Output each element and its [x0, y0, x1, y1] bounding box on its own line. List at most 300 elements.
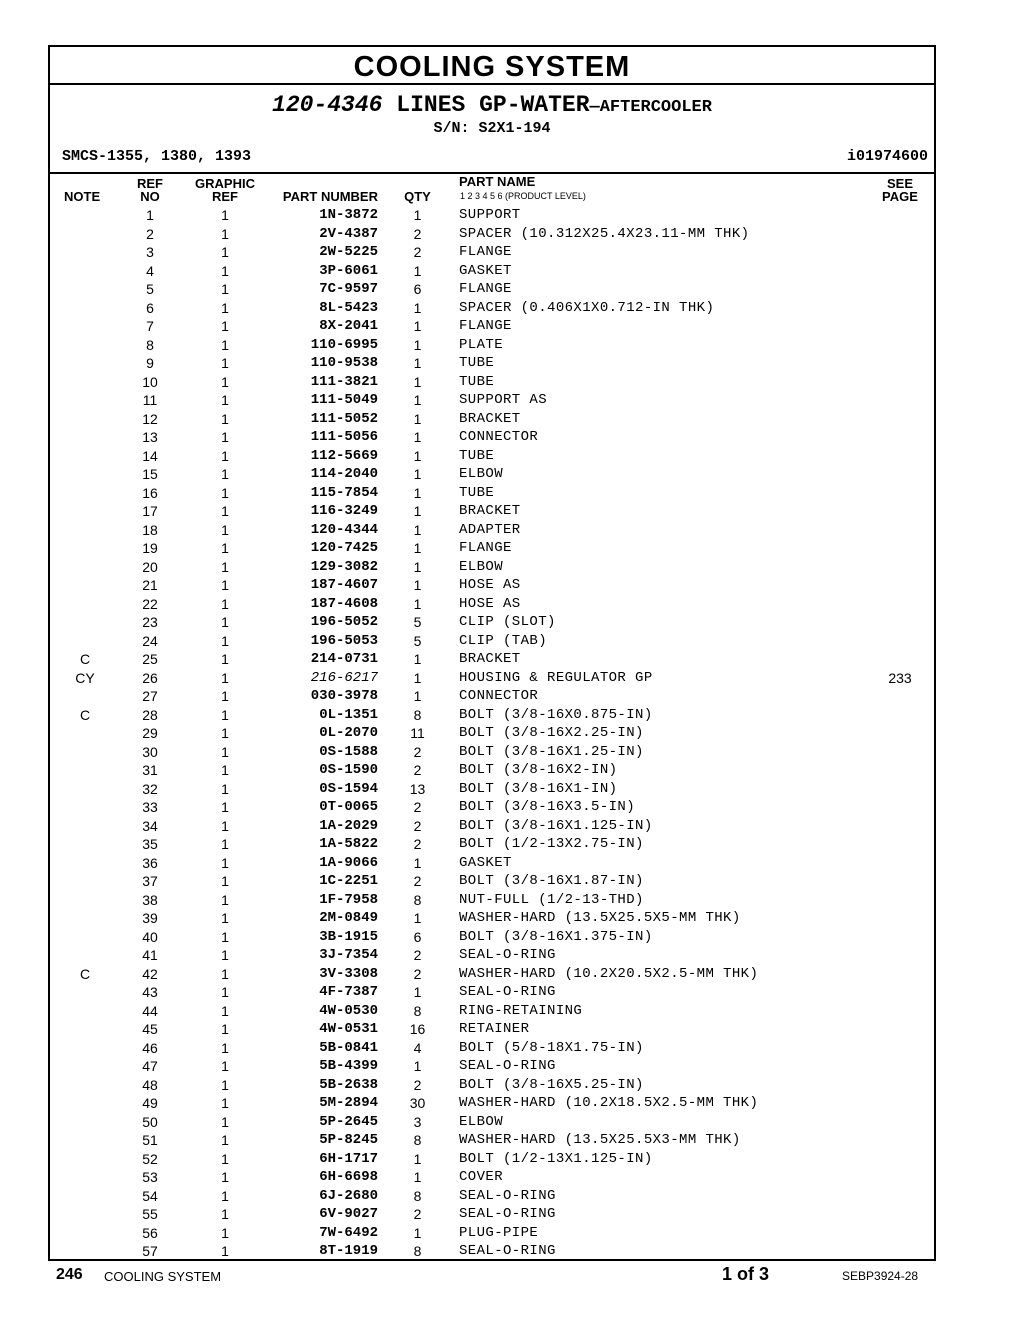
part-number-cell: 7W-6492	[319, 1224, 378, 1241]
part-name-cell: GASKET	[459, 854, 512, 871]
smcs-codes: SMCS-1355, 1380, 1393	[62, 148, 252, 165]
graphic-ref-cell: 1	[221, 947, 229, 963]
qty-cell: 5	[413, 614, 422, 630]
graphic-ref-cell: 1	[221, 799, 229, 815]
graphic-ref-cell: 1	[221, 1206, 229, 1222]
serial-number: S/N: S2X1-194	[433, 120, 551, 137]
part-name-cell: WASHER-HARD (13.5X25.5X3-MM THK)	[459, 1132, 741, 1148]
table-row	[50, 484, 934, 503]
graphic-ref-cell: 1	[221, 355, 229, 371]
table-row	[50, 225, 934, 244]
table-row	[50, 706, 934, 725]
part-number-cell: 6H-1717	[319, 1150, 378, 1167]
table-row	[50, 909, 934, 928]
part-number-cell: 4F-7387	[319, 984, 378, 1000]
graphic-ref-cell: 1	[221, 521, 229, 538]
parts-list-frame	[48, 45, 936, 1261]
qty-cell: 1	[413, 577, 422, 593]
ref-cell: 27	[142, 688, 158, 704]
graphic-ref-cell: 1	[221, 392, 229, 408]
part-name-cell: ELBOW	[459, 1113, 504, 1130]
part-name-cell: BOLT (3/8-16X1.125-IN)	[459, 817, 653, 834]
ref-cell: 13	[142, 429, 158, 445]
graphic-ref-cell: 1	[221, 429, 229, 445]
part-name-cell: SEAL-O-RING	[459, 1243, 556, 1259]
ref-cell: 49	[142, 1095, 158, 1111]
part-name-cell: SEAL-O-RING	[459, 1058, 556, 1074]
part-name-cell: BOLT (3/8-16X0.875-IN)	[459, 706, 653, 723]
table-row	[50, 521, 934, 540]
table-row	[50, 1076, 934, 1095]
page-number: 246	[56, 1266, 83, 1283]
part-name-cell: BOLT (1/2-13X1.125-IN)	[459, 1150, 653, 1167]
qty-cell: 1	[413, 299, 422, 316]
part-number-cell: 2M-0849	[319, 910, 378, 926]
col-ref-header-top: REF	[137, 176, 163, 191]
group-name: LINES GP-WATER	[396, 92, 590, 118]
table-row	[50, 724, 934, 743]
ref-cell: 6	[146, 299, 154, 316]
ref-cell: 48	[142, 1076, 158, 1093]
part-name-cell: ELBOW	[459, 558, 504, 575]
graphic-ref-cell: 1	[221, 984, 229, 1000]
graphic-ref-cell: 1	[221, 873, 229, 889]
ref-cell: 24	[142, 632, 158, 649]
part-number-cell: 2W-5225	[319, 244, 378, 260]
part-number-cell: 1F-7958	[319, 891, 378, 908]
part-name-cell: ADAPTER	[459, 521, 521, 538]
graphic-ref-cell: 1	[221, 410, 229, 427]
table-row	[50, 317, 934, 336]
graphic-ref-cell: 1	[221, 336, 229, 353]
graphic-ref-cell: 1	[221, 466, 229, 482]
graphic-ref-cell: 1	[221, 1002, 229, 1019]
part-number-cell: 112-5669	[310, 447, 378, 464]
part-name-cell: RING-RETAINING	[459, 1002, 583, 1019]
col-graphic-header-top: GRAPHIC	[195, 176, 255, 191]
qty-cell: 2	[413, 225, 422, 242]
graphic-ref-cell: 1	[221, 1095, 229, 1111]
ref-cell: 8	[146, 336, 154, 353]
table-row	[50, 1039, 934, 1058]
ref-cell: 30	[142, 743, 158, 760]
ref-cell: 54	[142, 1187, 158, 1204]
table-row	[50, 835, 934, 854]
qty-cell: 2	[413, 817, 422, 834]
see-page-cell: 233	[888, 669, 912, 686]
group-suffix: —AFTERCOOLER	[589, 98, 712, 117]
table-row	[50, 539, 934, 558]
part-number-cell: 7C-9597	[319, 281, 378, 297]
table-row	[50, 1187, 934, 1206]
table-row	[50, 1224, 934, 1243]
ref-cell: 55	[142, 1206, 158, 1222]
ref-cell: 37	[142, 873, 158, 889]
ref-cell: 18	[142, 521, 158, 538]
part-name-cell: BOLT (3/8-16X5.25-IN)	[459, 1076, 644, 1093]
ref-cell: 12	[142, 410, 158, 427]
part-name-cell: FLANGE	[459, 244, 512, 260]
ref-cell: 29	[142, 725, 158, 741]
ref-cell: 22	[142, 595, 158, 612]
table-row	[50, 262, 934, 281]
document-id: SEBP3924-28	[842, 1269, 919, 1283]
part-name-cell: CONNECTOR	[459, 688, 539, 704]
table-row	[50, 447, 934, 466]
qty-cell: 2	[413, 947, 422, 963]
part-name-cell: WASHER-HARD (13.5X25.5X5-MM THK)	[459, 910, 741, 926]
ref-cell: 42	[142, 965, 158, 982]
table-row	[50, 1242, 934, 1261]
ref-cell: 32	[142, 780, 158, 797]
ref-cell: 16	[142, 484, 158, 501]
part-name-cell: SEAL-O-RING	[459, 1206, 556, 1222]
qty-cell: 8	[413, 1187, 422, 1204]
ref-cell: 52	[142, 1150, 158, 1167]
qty-cell: 1	[413, 521, 422, 538]
part-name-cell: PLATE	[459, 336, 504, 353]
part-number-cell: 4W-0531	[319, 1021, 378, 1037]
qty-cell: 1	[413, 484, 422, 501]
qty-cell: 1	[413, 1150, 422, 1167]
part-number-cell: 2V-4387	[319, 225, 378, 242]
graphic-ref-cell: 1	[221, 540, 229, 556]
col-note-header: NOTE	[64, 189, 101, 204]
qty-cell: 1	[413, 984, 422, 1000]
part-name-cell: TUBE	[459, 484, 495, 501]
table-row	[50, 1002, 934, 1021]
part-number-cell: 110-9538	[310, 355, 378, 371]
qty-cell: 1	[413, 392, 422, 408]
graphic-ref-cell: 1	[221, 817, 229, 834]
ref-cell: 20	[142, 558, 158, 575]
part-name-cell: TUBE	[459, 373, 495, 390]
graphic-ref-cell: 1	[221, 1187, 229, 1204]
table-row	[50, 632, 934, 651]
table-row	[50, 965, 934, 984]
qty-cell: 1	[413, 466, 422, 482]
ref-cell: 26	[142, 669, 158, 686]
part-number-cell: 214-0731	[310, 651, 378, 667]
table-row	[50, 391, 934, 410]
graphic-ref-cell: 1	[221, 706, 229, 723]
qty-cell: 8	[413, 1132, 422, 1148]
qty-cell: 6	[413, 281, 422, 297]
ref-cell: 34	[142, 817, 158, 834]
table-row	[50, 280, 934, 299]
table-row	[50, 1150, 934, 1169]
qty-cell: 8	[413, 1243, 422, 1259]
part-number-cell: 187-4607	[310, 577, 378, 593]
qty-cell: 2	[413, 799, 422, 815]
part-number-cell: 0T-0065	[319, 799, 378, 815]
table-row	[50, 854, 934, 873]
part-number-cell: 120-4344	[310, 521, 378, 538]
part-number-cell: 5M-2894	[319, 1095, 378, 1111]
graphic-ref-cell: 1	[221, 836, 229, 852]
ref-cell: 46	[142, 1039, 158, 1056]
part-name-cell: BOLT (3/8-16X1-IN)	[459, 780, 618, 797]
graphic-ref-cell: 1	[221, 558, 229, 575]
qty-cell: 2	[413, 873, 422, 889]
part-name-cell: SEAL-O-RING	[459, 1187, 556, 1204]
part-number-cell: 111-5052	[310, 410, 378, 427]
qty-cell: 1	[413, 651, 422, 667]
part-name-cell: HOSE AS	[459, 595, 521, 612]
qty-cell: 30	[409, 1095, 426, 1111]
part-name-cell: BRACKET	[459, 651, 521, 667]
table-row	[50, 761, 934, 780]
part-name-cell: CONNECTOR	[459, 429, 539, 445]
qty-cell: 2	[413, 1206, 422, 1222]
table-row	[50, 613, 934, 632]
qty-cell: 2	[413, 965, 422, 982]
part-name-cell: SUPPORT AS	[459, 392, 548, 408]
graphic-ref-cell: 1	[221, 1113, 229, 1130]
qty-cell: 16	[409, 1021, 426, 1037]
section-title: COOLING SYSTEM	[50, 47, 934, 85]
part-name-cell: FLANGE	[459, 281, 512, 297]
graphic-ref-cell: 1	[221, 1076, 229, 1093]
graphic-ref-cell: 1	[221, 225, 229, 242]
part-number-cell: 120-7425	[310, 540, 378, 556]
ref-cell: 5	[146, 281, 154, 297]
table-row	[50, 1113, 934, 1132]
graphic-ref-cell: 1	[221, 318, 229, 334]
part-name-cell: FLANGE	[459, 318, 512, 334]
graphic-ref-cell: 1	[221, 207, 229, 223]
graphic-ref-cell: 1	[221, 577, 229, 593]
table-row	[50, 428, 934, 447]
part-number-cell: 6H-6698	[319, 1169, 378, 1185]
qty-cell: 8	[413, 891, 422, 908]
qty-cell: 1	[413, 503, 422, 519]
part-name-cell: TUBE	[459, 447, 495, 464]
note-cell: C	[79, 965, 91, 982]
qty-cell: 5	[413, 632, 422, 649]
table-row	[50, 1020, 934, 1039]
ref-cell: 51	[142, 1132, 158, 1148]
part-number-cell: 216-6217	[310, 669, 378, 686]
graphic-ref-cell: 1	[221, 373, 229, 390]
ref-cell: 7	[146, 318, 154, 334]
graphic-ref-cell: 1	[221, 1169, 229, 1185]
part-number-cell: 1A-9066	[319, 854, 378, 871]
part-number-cell: 030-3978	[310, 688, 378, 704]
part-name-cell: BRACKET	[459, 503, 521, 519]
graphic-ref-cell: 1	[221, 1039, 229, 1056]
part-name-cell: TUBE	[459, 355, 495, 371]
ref-cell: 11	[142, 392, 158, 408]
part-number-cell: 0S-1594	[319, 780, 378, 797]
footer-section: COOLING SYSTEM	[104, 1269, 222, 1284]
graphic-ref-cell: 1	[221, 632, 229, 649]
qty-cell: 1	[413, 373, 422, 390]
ref-cell: 2	[146, 225, 154, 242]
part-name-cell: HOUSING & REGULATOR GP	[459, 669, 653, 686]
ref-cell: 45	[142, 1021, 158, 1037]
table-row	[50, 336, 934, 355]
table-row	[50, 1205, 934, 1224]
part-name-cell: PLUG-PIPE	[459, 1224, 539, 1241]
part-number-cell: 5P-2645	[319, 1113, 378, 1130]
part-name-cell: BRACKET	[459, 410, 521, 427]
ref-cell: 4	[146, 262, 154, 279]
qty-cell: 2	[413, 762, 422, 778]
ref-cell: 44	[142, 1002, 158, 1019]
part-name-cell: SEAL-O-RING	[459, 984, 556, 1000]
qty-cell: 1	[413, 1224, 422, 1241]
graphic-ref-cell: 1	[221, 854, 229, 871]
part-number-cell: 115-7854	[310, 484, 378, 501]
part-number-cell: 1N-3872	[319, 207, 378, 223]
col-graphic-header-bottom: REF	[212, 189, 238, 204]
table-row	[50, 1057, 934, 1076]
table-row	[50, 983, 934, 1002]
part-number-cell: 4W-0530	[319, 1002, 378, 1019]
graphic-ref-cell: 1	[221, 688, 229, 704]
qty-cell: 1	[413, 262, 422, 279]
graphic-ref-cell: 1	[221, 447, 229, 464]
ref-cell: 23	[142, 614, 158, 630]
table-row	[50, 595, 934, 614]
qty-cell: 3	[413, 1113, 422, 1130]
col-part-name-header: PART NAME	[459, 174, 536, 189]
graphic-ref-cell: 1	[221, 1224, 229, 1241]
part-number-cell: 8T-1919	[319, 1243, 378, 1259]
graphic-ref-cell: 1	[221, 910, 229, 926]
ref-cell: 53	[142, 1169, 158, 1185]
table-row	[50, 576, 934, 595]
part-name-cell: BOLT (3/8-16X1.25-IN)	[459, 743, 644, 760]
part-number-cell: 111-5049	[310, 392, 378, 408]
table-row	[50, 502, 934, 521]
graphic-ref-cell: 1	[221, 1058, 229, 1074]
table-row	[50, 354, 934, 373]
part-name-cell: HOSE AS	[459, 577, 521, 593]
graphic-ref-cell: 1	[221, 965, 229, 982]
ref-cell: 17	[142, 503, 158, 519]
part-number-cell: 3V-3308	[319, 965, 378, 982]
part-number-cell: 5B-4399	[319, 1058, 378, 1074]
ref-cell: 21	[142, 577, 158, 593]
table-row	[50, 1168, 934, 1187]
part-number-cell: 114-2040	[310, 466, 378, 482]
qty-cell: 4	[413, 1039, 422, 1056]
part-number-cell: 116-3249	[310, 503, 378, 519]
ref-cell: 15	[142, 466, 158, 482]
part-name-cell: SEAL-O-RING	[459, 947, 556, 963]
graphic-ref-cell: 1	[221, 743, 229, 760]
ref-cell: 9	[146, 355, 154, 371]
part-number-cell: 1A-2029	[319, 817, 378, 834]
illustration-id: i01974600	[846, 148, 928, 165]
qty-cell: 1	[413, 336, 422, 353]
graphic-ref-cell: 1	[221, 891, 229, 908]
ref-cell: 33	[142, 799, 158, 815]
table-row	[50, 743, 934, 762]
graphic-ref-cell: 1	[221, 762, 229, 778]
part-name-cell: RETAINER	[459, 1021, 530, 1037]
table-row	[50, 891, 934, 910]
note-cell: CY	[75, 669, 95, 686]
part-name-cell: ELBOW	[459, 466, 504, 482]
ref-cell: 57	[142, 1243, 158, 1259]
table-row	[50, 687, 934, 706]
part-name-cell: BOLT (3/8-16X3.5-IN)	[459, 799, 636, 815]
ref-cell: 10	[142, 373, 158, 390]
col-qty-header: QTY	[404, 189, 431, 204]
qty-cell: 1	[413, 410, 422, 427]
graphic-ref-cell: 1	[221, 780, 229, 797]
part-number-cell: 111-3821	[310, 373, 378, 390]
qty-cell: 1	[413, 910, 422, 926]
graphic-ref-cell: 1	[221, 484, 229, 501]
part-number-cell: 187-4608	[310, 595, 378, 612]
table-row	[50, 872, 934, 891]
ref-cell: 56	[142, 1224, 158, 1241]
table-row	[50, 1131, 934, 1150]
note-cell: C	[79, 706, 91, 723]
part-name-cell: CLIP (TAB)	[459, 632, 548, 649]
graphic-ref-cell: 1	[221, 595, 229, 612]
qty-cell: 1	[413, 207, 422, 223]
ref-cell: 47	[142, 1058, 158, 1074]
ref-cell: 41	[142, 947, 158, 963]
part-number-cell: 3J-7354	[319, 947, 378, 963]
col-see-header-bottom: PAGE	[882, 189, 918, 204]
table-row	[50, 798, 934, 817]
graphic-ref-cell: 1	[221, 1021, 229, 1037]
part-number-cell: 5P-8245	[319, 1132, 378, 1148]
group-number: 120-4346	[272, 92, 383, 118]
part-name-cell: GASKET	[459, 262, 512, 279]
table-row	[50, 206, 934, 225]
part-name-cell: SPACER (10.312X25.4X23.11-MM THK)	[459, 225, 750, 242]
col-part-number-header: PART NUMBER	[282, 189, 378, 204]
part-number-cell: 196-5052	[310, 614, 378, 630]
qty-cell: 1	[413, 669, 422, 686]
table-row	[50, 650, 934, 669]
part-number-cell: 6V-9027	[319, 1206, 378, 1222]
qty-cell: 1	[413, 318, 422, 334]
ref-cell: 39	[142, 910, 158, 926]
part-name-cell: BOLT (3/8-16X1.87-IN)	[459, 873, 644, 889]
part-name-cell: COVER	[459, 1169, 504, 1185]
qty-cell: 1	[413, 540, 422, 556]
qty-cell: 2	[413, 836, 422, 852]
ref-cell: 14	[142, 447, 158, 464]
graphic-ref-cell: 1	[221, 725, 229, 741]
ref-cell: 25	[142, 651, 158, 667]
table-row	[50, 946, 934, 965]
ref-cell: 1	[146, 207, 154, 223]
part-number-cell: 0L-2070	[319, 725, 378, 741]
part-number-cell: 0L-1351	[319, 706, 378, 723]
part-name-cell: BOLT (3/8-16X1.375-IN)	[459, 928, 653, 945]
ref-cell: 43	[142, 984, 158, 1000]
graphic-ref-cell: 1	[221, 1243, 229, 1259]
ref-cell: 35	[142, 836, 158, 852]
qty-cell: 1	[413, 688, 422, 704]
col-ref-header-bottom: NO	[140, 189, 160, 204]
qty-cell: 1	[413, 355, 422, 371]
qty-cell: 6	[413, 928, 422, 945]
part-number-cell: 5B-0841	[319, 1039, 378, 1056]
qty-cell: 11	[410, 725, 425, 741]
graphic-ref-cell: 1	[221, 614, 229, 630]
part-number-cell: 129-3082	[310, 558, 378, 575]
